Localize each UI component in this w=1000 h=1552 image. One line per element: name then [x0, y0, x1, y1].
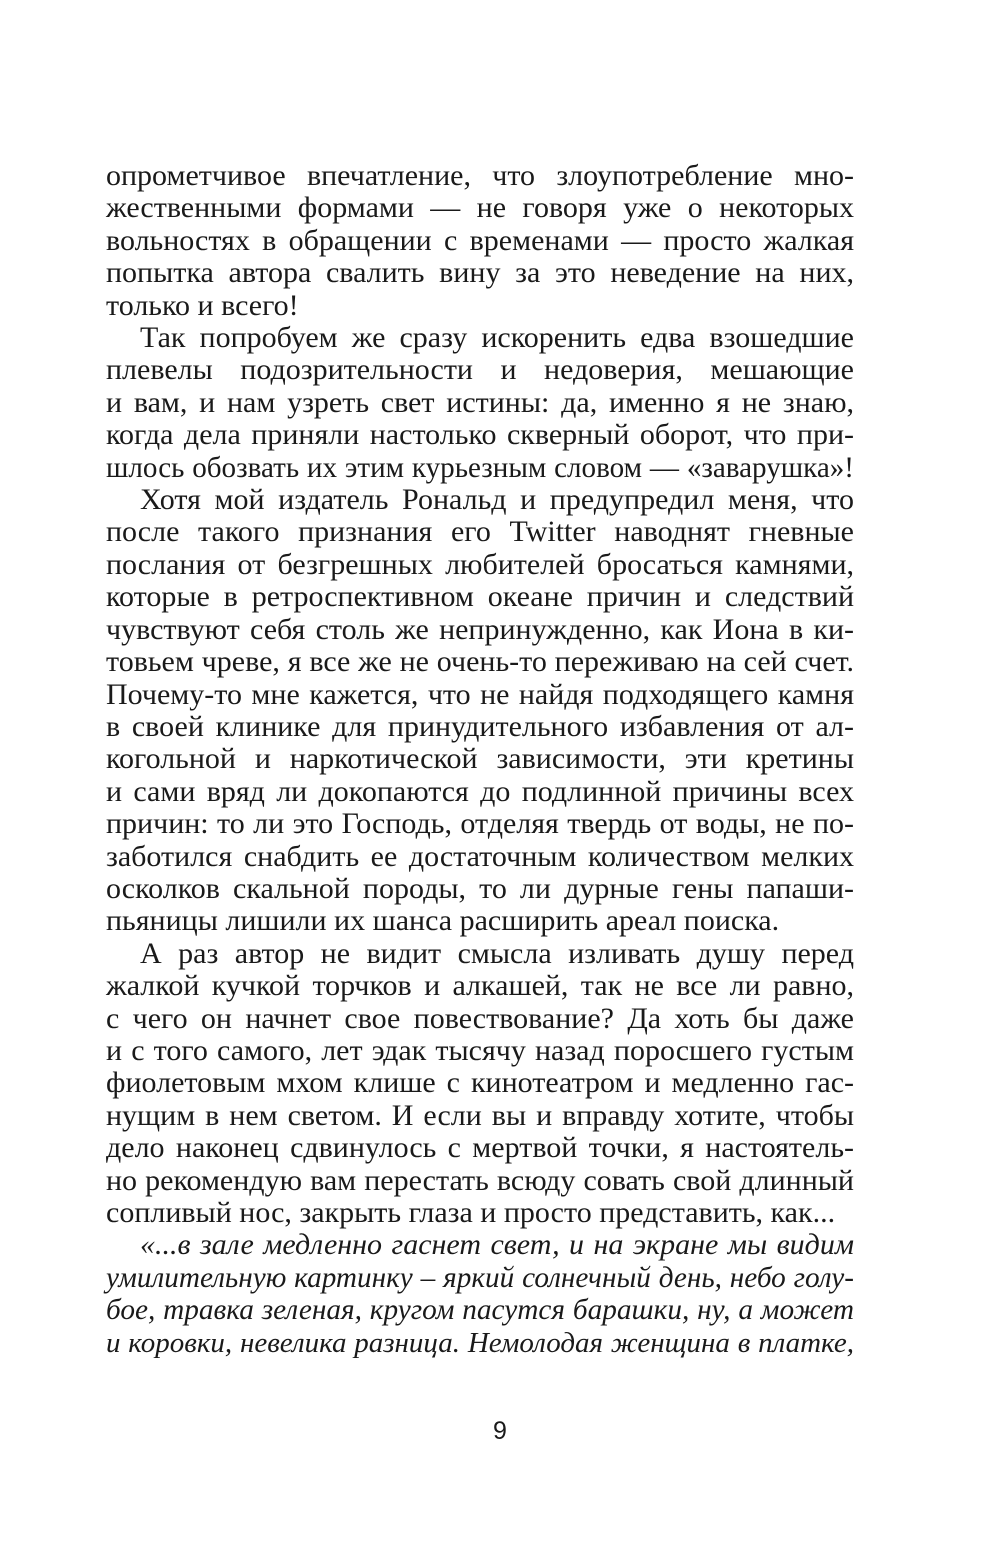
text-line: заботился снабдить ее достаточным количеством мелких — [106, 839, 854, 873]
text-line: Так попробуем же сразу искоренить едва взошедшие — [140, 321, 854, 355]
text-line: нущим в нем светом. И если вы и вправду хотите, чтобы — [106, 1098, 854, 1132]
text-line: осколков скальной породы, то ли дурные гены папаши- — [106, 871, 854, 905]
text-line: и коровки, невелика разница. Немолодая женщина в платке, — [106, 1326, 854, 1359]
text-line: вольностях в обращении с временами — просто жалкая — [106, 223, 854, 257]
text-line: после такого признания его Twitter наводнят гневные — [106, 515, 854, 549]
text-line: причин: то ли это Господь, отделяя твердь от воды, не по- — [106, 807, 854, 841]
text-line: послания от безгрешных любителей бросаться камнями, — [106, 547, 854, 581]
text-line: чувствуют себя столь же непринужденно, как Иона в ки- — [106, 612, 854, 646]
text-line: А раз автор не видит смысла изливать душу перед — [140, 936, 854, 970]
text-line: жественными формами — не говоря уже о некоторых — [106, 191, 854, 225]
text-line: когольной и наркотической зависимости, эти кретины — [106, 742, 854, 776]
text-line: Хотя мой издатель Рональд и предупредил меня, что — [140, 483, 854, 517]
text-line: шлось обозвать их этим курьезным словом — «заварушка»! — [106, 451, 854, 484]
text-line: и сами вряд ли докопаются до подлинной причины всех — [106, 774, 854, 808]
text-line: но рекомендую вам перестать всюду совать свой длинный — [106, 1163, 854, 1197]
text-line: плевелы подозрительности и недоверия, мешающие — [106, 353, 854, 387]
text-line: когда дела приняли настолько скверный оборот, что при- — [106, 418, 854, 452]
text-line: и с того самого, лет эдак тысячу назад поросшего густым — [106, 1033, 854, 1067]
text-line: товьем чреве, я все же не очень-то переживаю на сей счет. — [106, 645, 854, 679]
text-line: в своей клинике для принудительного избавления от ал- — [106, 709, 854, 743]
text-line: умилительную картинку – яркий солнечный день, небо голу- — [106, 1261, 854, 1294]
text-line: сопливый нос, закрыть глаза и просто представить, как... — [106, 1196, 836, 1229]
text-line: фиолетовым мхом клише с кинотеатром и медленно гас- — [106, 1066, 854, 1100]
text-line: с чего он начнет свое повествование? Да хоть бы даже — [106, 1001, 854, 1035]
text-line: Почему-то мне кажется, что не найдя подходящего камня — [106, 677, 854, 711]
book-page-body — [106, 160, 854, 1359]
text-line: пьяницы лишили их шанса расширить ареал поиска. — [106, 904, 780, 938]
text-line: попытка автора свалить вину за это неведение на них, — [106, 256, 854, 290]
text-line: дело наконец сдвинулось с мертвой точки, я настоятель- — [106, 1131, 854, 1165]
text-line: бое, травка зеленая, кругом пасутся барашки, ну, а может — [106, 1294, 854, 1327]
text-line: жалкой кучкой торчков и алкашей, так не все ли равно, — [106, 969, 854, 1003]
text-line: «...в зале медленно гаснет свет, и на экране мы видим — [140, 1228, 854, 1262]
text-line: и вам, и нам узреть свет истины: да, именно я не знаю, — [106, 385, 854, 419]
text-line: только и всего! — [106, 288, 299, 322]
text-line: опрометчивое впечатление, что злоупотребление мно- — [106, 159, 854, 192]
text-line: которые в ретроспективном океане причин и следствий — [106, 580, 854, 614]
page-number: 9 — [493, 1417, 507, 1445]
